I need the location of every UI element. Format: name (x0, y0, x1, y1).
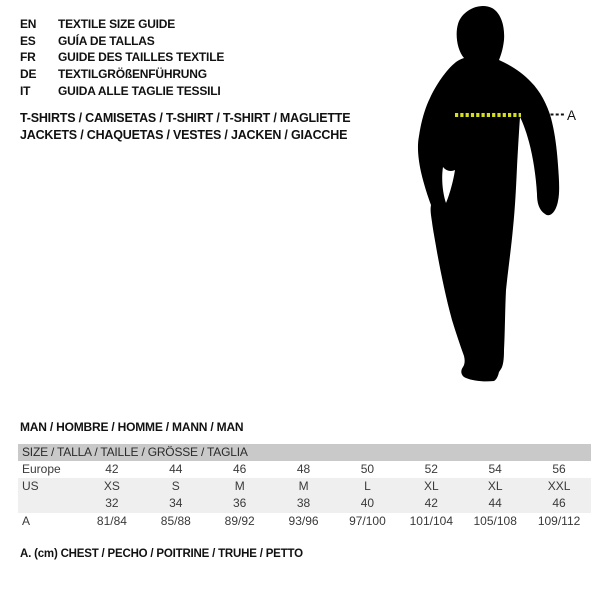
table-cell: 109/112 (537, 513, 581, 528)
table-cell: 32 (105, 496, 119, 511)
table-cell: 89/92 (224, 513, 255, 528)
language-label: GUIDE DES TAILLES TEXTILE (58, 50, 225, 65)
table-cell: 101/104 (409, 513, 453, 528)
table-cell: 42 (424, 496, 438, 511)
table-row-us (18, 478, 591, 495)
table-cell: 56 (552, 462, 566, 476)
row-label (18, 495, 80, 512)
man-silhouette-svg (400, 0, 580, 405)
table-cell: 93/96 (288, 513, 319, 528)
row-label: US (22, 479, 39, 494)
row-label: A (22, 513, 31, 528)
table-cell: XS (103, 479, 120, 494)
table-cell: 105/108 (473, 513, 517, 528)
language-label: TEXTILGRÖßENFÜHRUNG (58, 67, 207, 82)
table-cell: M (234, 479, 245, 494)
table-cell: 48 (296, 462, 311, 476)
language-row-es (20, 33, 224, 50)
language-code: FR (20, 50, 36, 65)
table-cell: 46 (233, 462, 247, 476)
garment-category-block (20, 110, 350, 144)
language-label: TEXTILE SIZE GUIDE (58, 17, 176, 32)
table-cell: 46 (552, 496, 566, 511)
table-cell: XXL (547, 479, 571, 494)
section-title-man: MAN / HOMBRE / HOMME / MANN / MAN (20, 420, 244, 434)
table-row-chest-cm (18, 513, 591, 530)
table-cell: 81/84 (96, 513, 127, 528)
table-cell: 52 (424, 462, 438, 476)
language-label: GUIDA ALLE TAGLIE TESSILI (58, 83, 221, 98)
language-code: DE (20, 67, 37, 82)
table-cell: 85/88 (160, 513, 191, 528)
table-cell: S (171, 479, 180, 494)
category-line-jackets: JACKETS / CHAQUETAS / VESTES / JACKEN / GIACCHE (20, 128, 348, 143)
table-cell: L (364, 479, 371, 494)
language-row-de (20, 66, 224, 83)
measure-label-a: A (567, 108, 577, 123)
language-label: GUÍA DE TALLAS (58, 33, 155, 48)
table-row-us-numeric (18, 495, 591, 512)
table-cell: 97/100 (349, 513, 386, 528)
table-cell: 36 (233, 496, 247, 511)
language-code: ES (20, 33, 36, 48)
language-guide-block (20, 16, 224, 99)
size-table-header: SIZE / TALLA / TAILLE / GRÖSSE / TAGLIA (18, 444, 591, 461)
language-row-fr (20, 49, 224, 66)
man-figure (400, 0, 580, 405)
language-code: EN (20, 17, 37, 32)
table-cell: 50 (360, 462, 375, 476)
table-cell: 44 (488, 496, 502, 511)
category-line-tshirts: T-SHIRTS / CAMISETAS / T-SHIRT / T-SHIRT / MAGLIETTE (20, 111, 351, 125)
table-cell: XL (423, 479, 439, 494)
table-cell: M (298, 479, 309, 494)
table-cell: 40 (360, 496, 375, 511)
row-label: Europe (22, 462, 61, 476)
table-row-europe (18, 461, 591, 478)
size-table (18, 444, 591, 530)
table-cell: XL (487, 479, 503, 494)
table-cell: 42 (105, 462, 119, 476)
table-cell: 34 (169, 496, 183, 511)
language-row-en (20, 16, 224, 33)
language-row-it (20, 82, 224, 99)
man-silhouette (418, 6, 559, 381)
table-cell: 44 (169, 462, 183, 476)
measurement-footnote: A. (cm) CHEST / PECHO / POITRINE / TRUHE / PETTO (20, 548, 303, 560)
language-code: IT (20, 83, 31, 98)
table-cell: 54 (488, 462, 502, 476)
table-cell: 38 (296, 496, 311, 511)
